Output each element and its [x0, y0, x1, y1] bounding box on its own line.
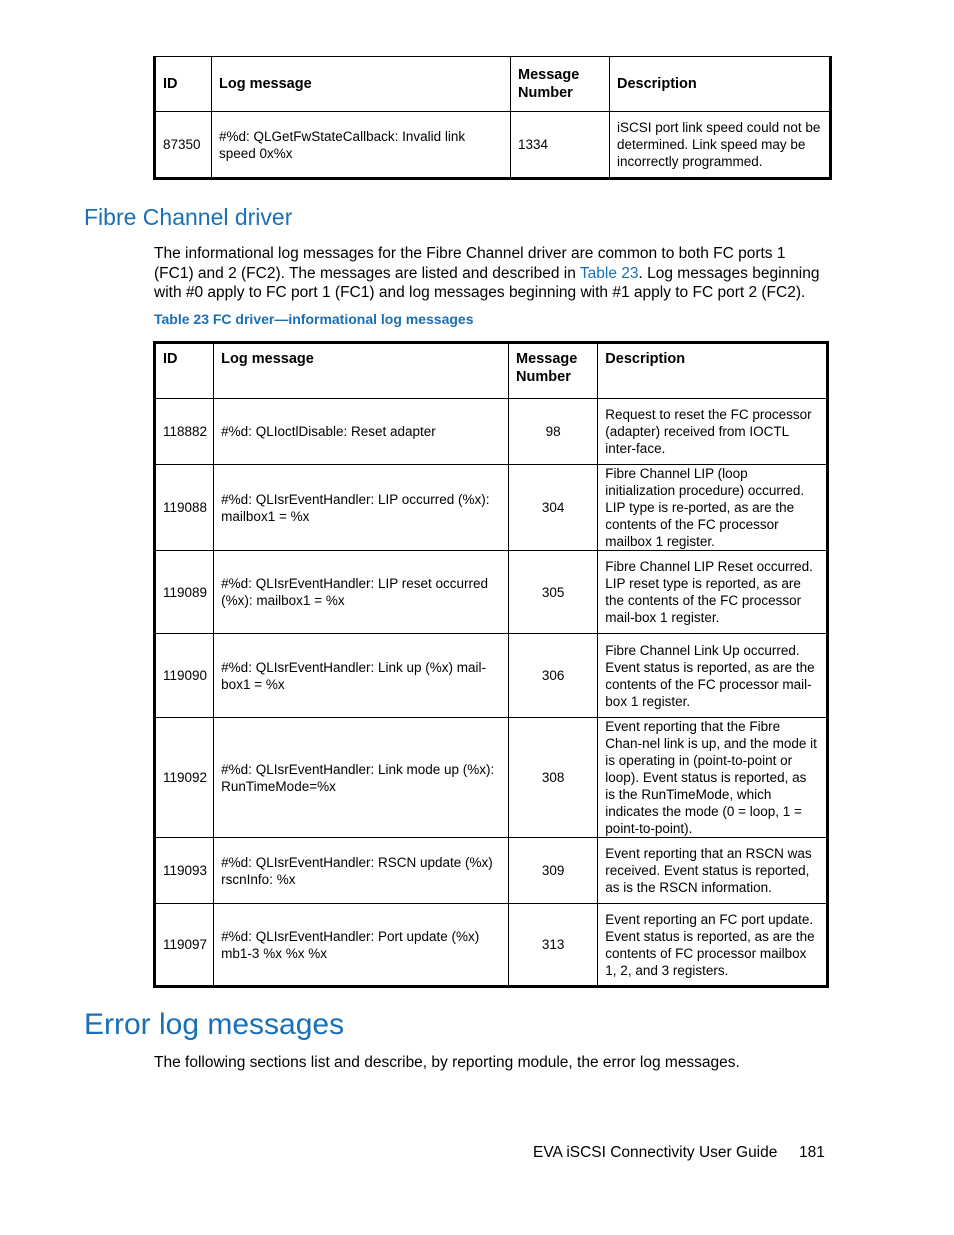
table-row [155, 112, 831, 179]
column-header-message-number: Message Number [511, 57, 610, 112]
intro-text-1: The informational log messages for the Fibre Channel driver are common to both FC ports 1 (FC1) and 2 (FC2). The messages are listed and described in [154, 245, 786, 282]
table-row [155, 904, 828, 987]
top-log-table [153, 56, 832, 180]
column-header-description: Description [610, 57, 831, 112]
table-row [155, 634, 828, 718]
row-message-number: 305 [509, 551, 598, 634]
table-row [155, 718, 828, 838]
row-description: iSCSI port link speed could not be determined. Link speed may be incorrectly programmed. [610, 112, 831, 179]
table-row [155, 399, 828, 465]
row-message-number: 309 [509, 838, 598, 904]
footer-guide-title: EVA iSCSI Connectivity User Guide [533, 1144, 778, 1161]
row-log-message: #%d: QLIsrEventHandler: RSCN update (%x) rscnInfo: %x [214, 838, 509, 904]
column-header-message-number: Message Number [509, 343, 598, 399]
row-id: 119090 [155, 634, 214, 718]
row-description: Event reporting that the Fibre Chan-nel link is up, and the mode it is operating in (point-to-point or loop). Event status is reported, as is the RunTimeMode, which indicates the mode (0 = loop, 1 = point-to-point). [598, 718, 828, 838]
error-section-intro: The following sections list and describe, by reporting module, the error log messages. [154, 1054, 740, 1071]
column-header-log-message: Log message [214, 343, 509, 399]
chapter-heading: Error log messages [84, 1008, 345, 1041]
row-log-message: #%d: QLIsrEventHandler: LIP reset occurred (%x): mailbox1 = %x [214, 551, 509, 634]
table-caption: Table 23 FC driver—informational log messages [154, 311, 474, 327]
footer-page-number: 181 [799, 1144, 825, 1161]
row-id: 119093 [155, 838, 214, 904]
row-id: 119097 [155, 904, 214, 987]
column-header-log-message: Log message [212, 57, 511, 112]
table-header-row [155, 343, 828, 399]
section-intro [154, 244, 824, 303]
section-heading: Fibre Channel driver [84, 204, 293, 230]
row-description: Fibre Channel LIP Reset occurred. LIP reset type is reported, as are the contents of the FC processor mail-box 1 register. [598, 551, 828, 634]
row-log-message: #%d: QLIsrEventHandler: Link up (%x) mail-box1 = %x [214, 634, 509, 718]
row-id: 87350 [155, 112, 212, 179]
table-row [155, 465, 828, 551]
column-header-description: Description [598, 343, 828, 399]
column-header-id: ID [155, 343, 214, 399]
row-log-message: #%d: QLIoctlDisable: Reset adapter [214, 399, 509, 465]
row-id: 119092 [155, 718, 214, 838]
row-id: 118882 [155, 399, 214, 465]
table-row [155, 551, 828, 634]
row-description: Event reporting an FC port update. Event status is reported, as are the contents of FC processor mailbox 1, 2, and 3 registers. [598, 904, 828, 987]
table-row [155, 838, 828, 904]
row-log-message: #%d: QLGetFwStateCallback: Invalid link speed 0x%x [212, 112, 511, 179]
fc-driver-log-table [153, 341, 829, 988]
table-header-row [155, 57, 831, 112]
row-message-number: 98 [509, 399, 598, 465]
row-description: Request to reset the FC processor (adapter) received from IOCTL inter-face. [598, 399, 828, 465]
intro-text-2: . Log messages beginning with #0 apply to FC port 1 (FC1) and log messages beginning with #1 apply to FC port 2 (FC2). [154, 264, 820, 301]
column-header-id: ID [155, 57, 212, 112]
row-id: 119088 [155, 465, 214, 551]
row-log-message: #%d: QLIsrEventHandler: LIP occurred (%x): mailbox1 = %x [214, 465, 509, 551]
row-description: Fibre Channel Link Up occurred. Event status is reported, as are the contents of the FC processor mail-box 1 register. [598, 634, 828, 718]
row-message-number: 306 [509, 634, 598, 718]
row-id: 119089 [155, 551, 214, 634]
row-message-number: 313 [509, 904, 598, 987]
row-log-message: #%d: QLIsrEventHandler: Port update (%x) mb1-3 %x %x %x [214, 904, 509, 987]
row-description: Event reporting that an RSCN was received. Event status is reported, as is the RSCN information. [598, 838, 828, 904]
row-description: Fibre Channel LIP (loop initialization procedure) occurred. LIP type is re-ported, as are the contents of the FC processor mailbox 1 register. [598, 465, 828, 551]
row-message-number: 304 [509, 465, 598, 551]
row-message-number: 1334 [511, 112, 610, 179]
row-message-number: 308 [509, 718, 598, 838]
table-reference-link[interactable]: Table 23 [579, 264, 639, 282]
row-log-message: #%d: QLIsrEventHandler: Link mode up (%x): RunTimeMode=%x [214, 718, 509, 838]
